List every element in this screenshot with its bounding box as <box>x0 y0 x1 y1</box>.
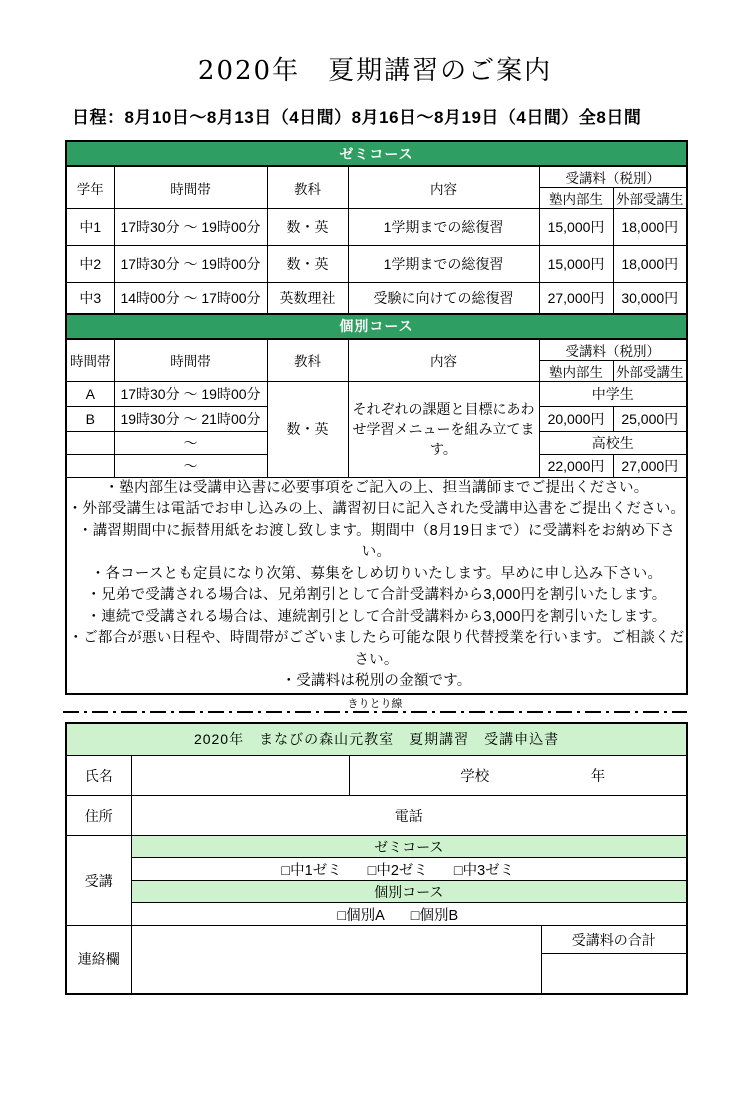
checkbox-kobetsu-a[interactable]: □個別A <box>337 907 385 924</box>
kobetsu-col-external: 外部受講生 <box>613 360 687 381</box>
note-line: ・兄弟で受講される場合は、兄弟割引として合計受講料から3,000円を割引いたします。 <box>86 587 667 603</box>
cut-line <box>63 711 687 713</box>
note-line: ・塾内部生は受講申込書に必要事項をご記入の上、担当講師までご提出ください。 <box>104 479 649 496</box>
table-row <box>66 246 687 283</box>
zemi-col-content: 内容 <box>348 166 539 209</box>
time-cell: 17時30分 ～ 19時00分 <box>114 209 267 246</box>
form-zemi-header: ゼミコース <box>131 836 687 858</box>
fee-total-input-cell[interactable] <box>541 954 687 994</box>
kobetsu-checkbox-row <box>131 903 687 926</box>
note-line: ・ご都合が悪い日程や、時間帯がございましたら可能な限り代替授業を行います。ご相談ください。 <box>68 630 685 668</box>
zemi-col-time: 時間帯 <box>114 166 267 209</box>
kobetsu-col-slot: 時間帯 <box>66 339 114 382</box>
subject-cell: 数・英 <box>267 381 348 477</box>
slot-cell: B <box>66 406 114 431</box>
cut-line-label: きりとり線 <box>347 697 403 710</box>
zemi-col-subject: 教科 <box>267 166 348 209</box>
fee-group-label: 高校生 <box>539 431 687 454</box>
note-line: ・外部受講生は電話でお申し込みの上、講習初日に記入された受講申込書をご提出ください。 <box>67 501 686 517</box>
slot-cell: A <box>66 381 114 406</box>
kobetsu-col-internal: 塾内部生 <box>539 360 613 381</box>
zemi-checkbox-row <box>131 858 687 881</box>
fee-total-label: 受講料の合計 <box>541 926 687 954</box>
contact-input-cell[interactable] <box>131 926 541 994</box>
contact-label: 連絡欄 <box>66 926 131 994</box>
page-title: 2020年 夏期講習のご案内 <box>197 56 553 86</box>
time-cell: ～ <box>114 431 267 454</box>
form-kobetsu-header: 個別コース <box>131 881 687 903</box>
kobetsu-col-content: 内容 <box>348 339 539 382</box>
application-form-table <box>65 722 688 995</box>
table-row <box>66 283 687 314</box>
schedule-line: 日程：8月10日～8月13日（4日間）8月16日～8月19日（4日間）全8日間 <box>72 108 642 127</box>
time-cell: 17時30分 ～ 19時00分 <box>114 381 267 406</box>
kobetsu-col-fee: 受講料（税別） <box>539 339 687 361</box>
slot-cell <box>66 431 114 454</box>
note-line: ・受講料は税別の金額です。 <box>281 673 472 689</box>
zemi-col-fee: 受講料（税別） <box>539 166 687 188</box>
fee-group-label: 中学生 <box>539 381 687 406</box>
phone-label: 電話 <box>394 807 423 824</box>
form-title: 2020年 まなびの森山元教室 夏期講習 受講申込書 <box>66 723 687 756</box>
course-info-table <box>65 140 688 695</box>
fee-internal-cell: 22,000円 <box>539 454 613 477</box>
grade-cell: 中3 <box>66 283 114 314</box>
checkbox-zemi-chu3[interactable]: □中3ゼミ <box>453 862 515 879</box>
checkbox-kobetsu-b[interactable]: □個別B <box>410 907 459 924</box>
checkbox-zemi-chu1[interactable]: □中1ゼミ <box>281 862 342 879</box>
school-label: 学校 <box>460 769 490 785</box>
fee-internal-cell: 27,000円 <box>539 283 613 314</box>
table-row <box>66 381 687 406</box>
address-label: 住所 <box>66 796 131 836</box>
time-cell: ～ <box>114 454 267 477</box>
cut-line-section <box>63 698 687 713</box>
time-cell: 14時00分 ～ 17時00分 <box>114 283 267 314</box>
enroll-label: 受講 <box>66 836 131 926</box>
note-line: ・各コースとも定員になり次第、募集をしめ切りいたします。早めに申し込み下さい。 <box>90 565 663 582</box>
grade-cell: 中1 <box>66 209 114 246</box>
content-cell: 1学期までの総復習 <box>348 209 539 246</box>
fee-internal-cell: 15,000円 <box>539 209 613 246</box>
zemi-col-external: 外部受講生 <box>613 188 687 209</box>
subject-cell: 英数理社 <box>267 283 348 314</box>
notes-box <box>66 477 687 694</box>
name-input-cell[interactable] <box>131 756 349 796</box>
fee-external-cell: 27,000円 <box>613 454 687 477</box>
grade-cell: 中2 <box>66 246 114 283</box>
year-label: 年 <box>590 769 606 785</box>
fee-external-cell: 18,000円 <box>613 209 687 246</box>
slot-cell <box>66 454 114 477</box>
name-label: 氏名 <box>66 756 131 796</box>
address-phone-cell[interactable] <box>131 796 687 836</box>
kobetsu-col-subject: 教科 <box>267 339 348 382</box>
content-cell: 1学期までの総復習 <box>348 246 539 283</box>
note-line: ・連続で受講される場合は、連続割引として合計受講料から3,000円を割引いたします。 <box>86 608 667 625</box>
fee-internal-cell: 15,000円 <box>539 246 613 283</box>
time-cell: 19時30分 ～ 21時00分 <box>114 406 267 431</box>
content-cell: 受験に向けての総復習 <box>348 283 539 314</box>
table-row <box>66 209 687 246</box>
fee-external-cell: 18,000円 <box>613 246 687 283</box>
checkbox-zemi-chu2[interactable]: □中2ゼミ <box>367 862 428 879</box>
kobetsu-course-band: 個別コース <box>66 314 687 339</box>
zemi-course-band: ゼミコース <box>66 141 687 166</box>
kobetsu-col-time: 時間帯 <box>114 339 267 382</box>
subject-cell: 数・英 <box>267 209 348 246</box>
note-line: ・講習期間中に振替用紙をお渡し致します。期間中（8月19日まで）に受講料をお納め下さい。 <box>78 522 675 560</box>
fee-external-cell: 25,000円 <box>613 406 687 431</box>
content-cell: それぞれの課題と目標にあわせ学習メニューを組み立てます。 <box>348 381 539 477</box>
zemi-col-grade: 学年 <box>66 166 114 209</box>
zemi-col-internal: 塾内部生 <box>539 188 613 209</box>
subject-cell: 数・英 <box>267 246 348 283</box>
time-cell: 17時30分 ～ 19時00分 <box>114 246 267 283</box>
school-year-cell[interactable] <box>349 756 687 796</box>
fee-external-cell: 30,000円 <box>613 283 687 314</box>
fee-internal-cell: 20,000円 <box>539 406 613 431</box>
